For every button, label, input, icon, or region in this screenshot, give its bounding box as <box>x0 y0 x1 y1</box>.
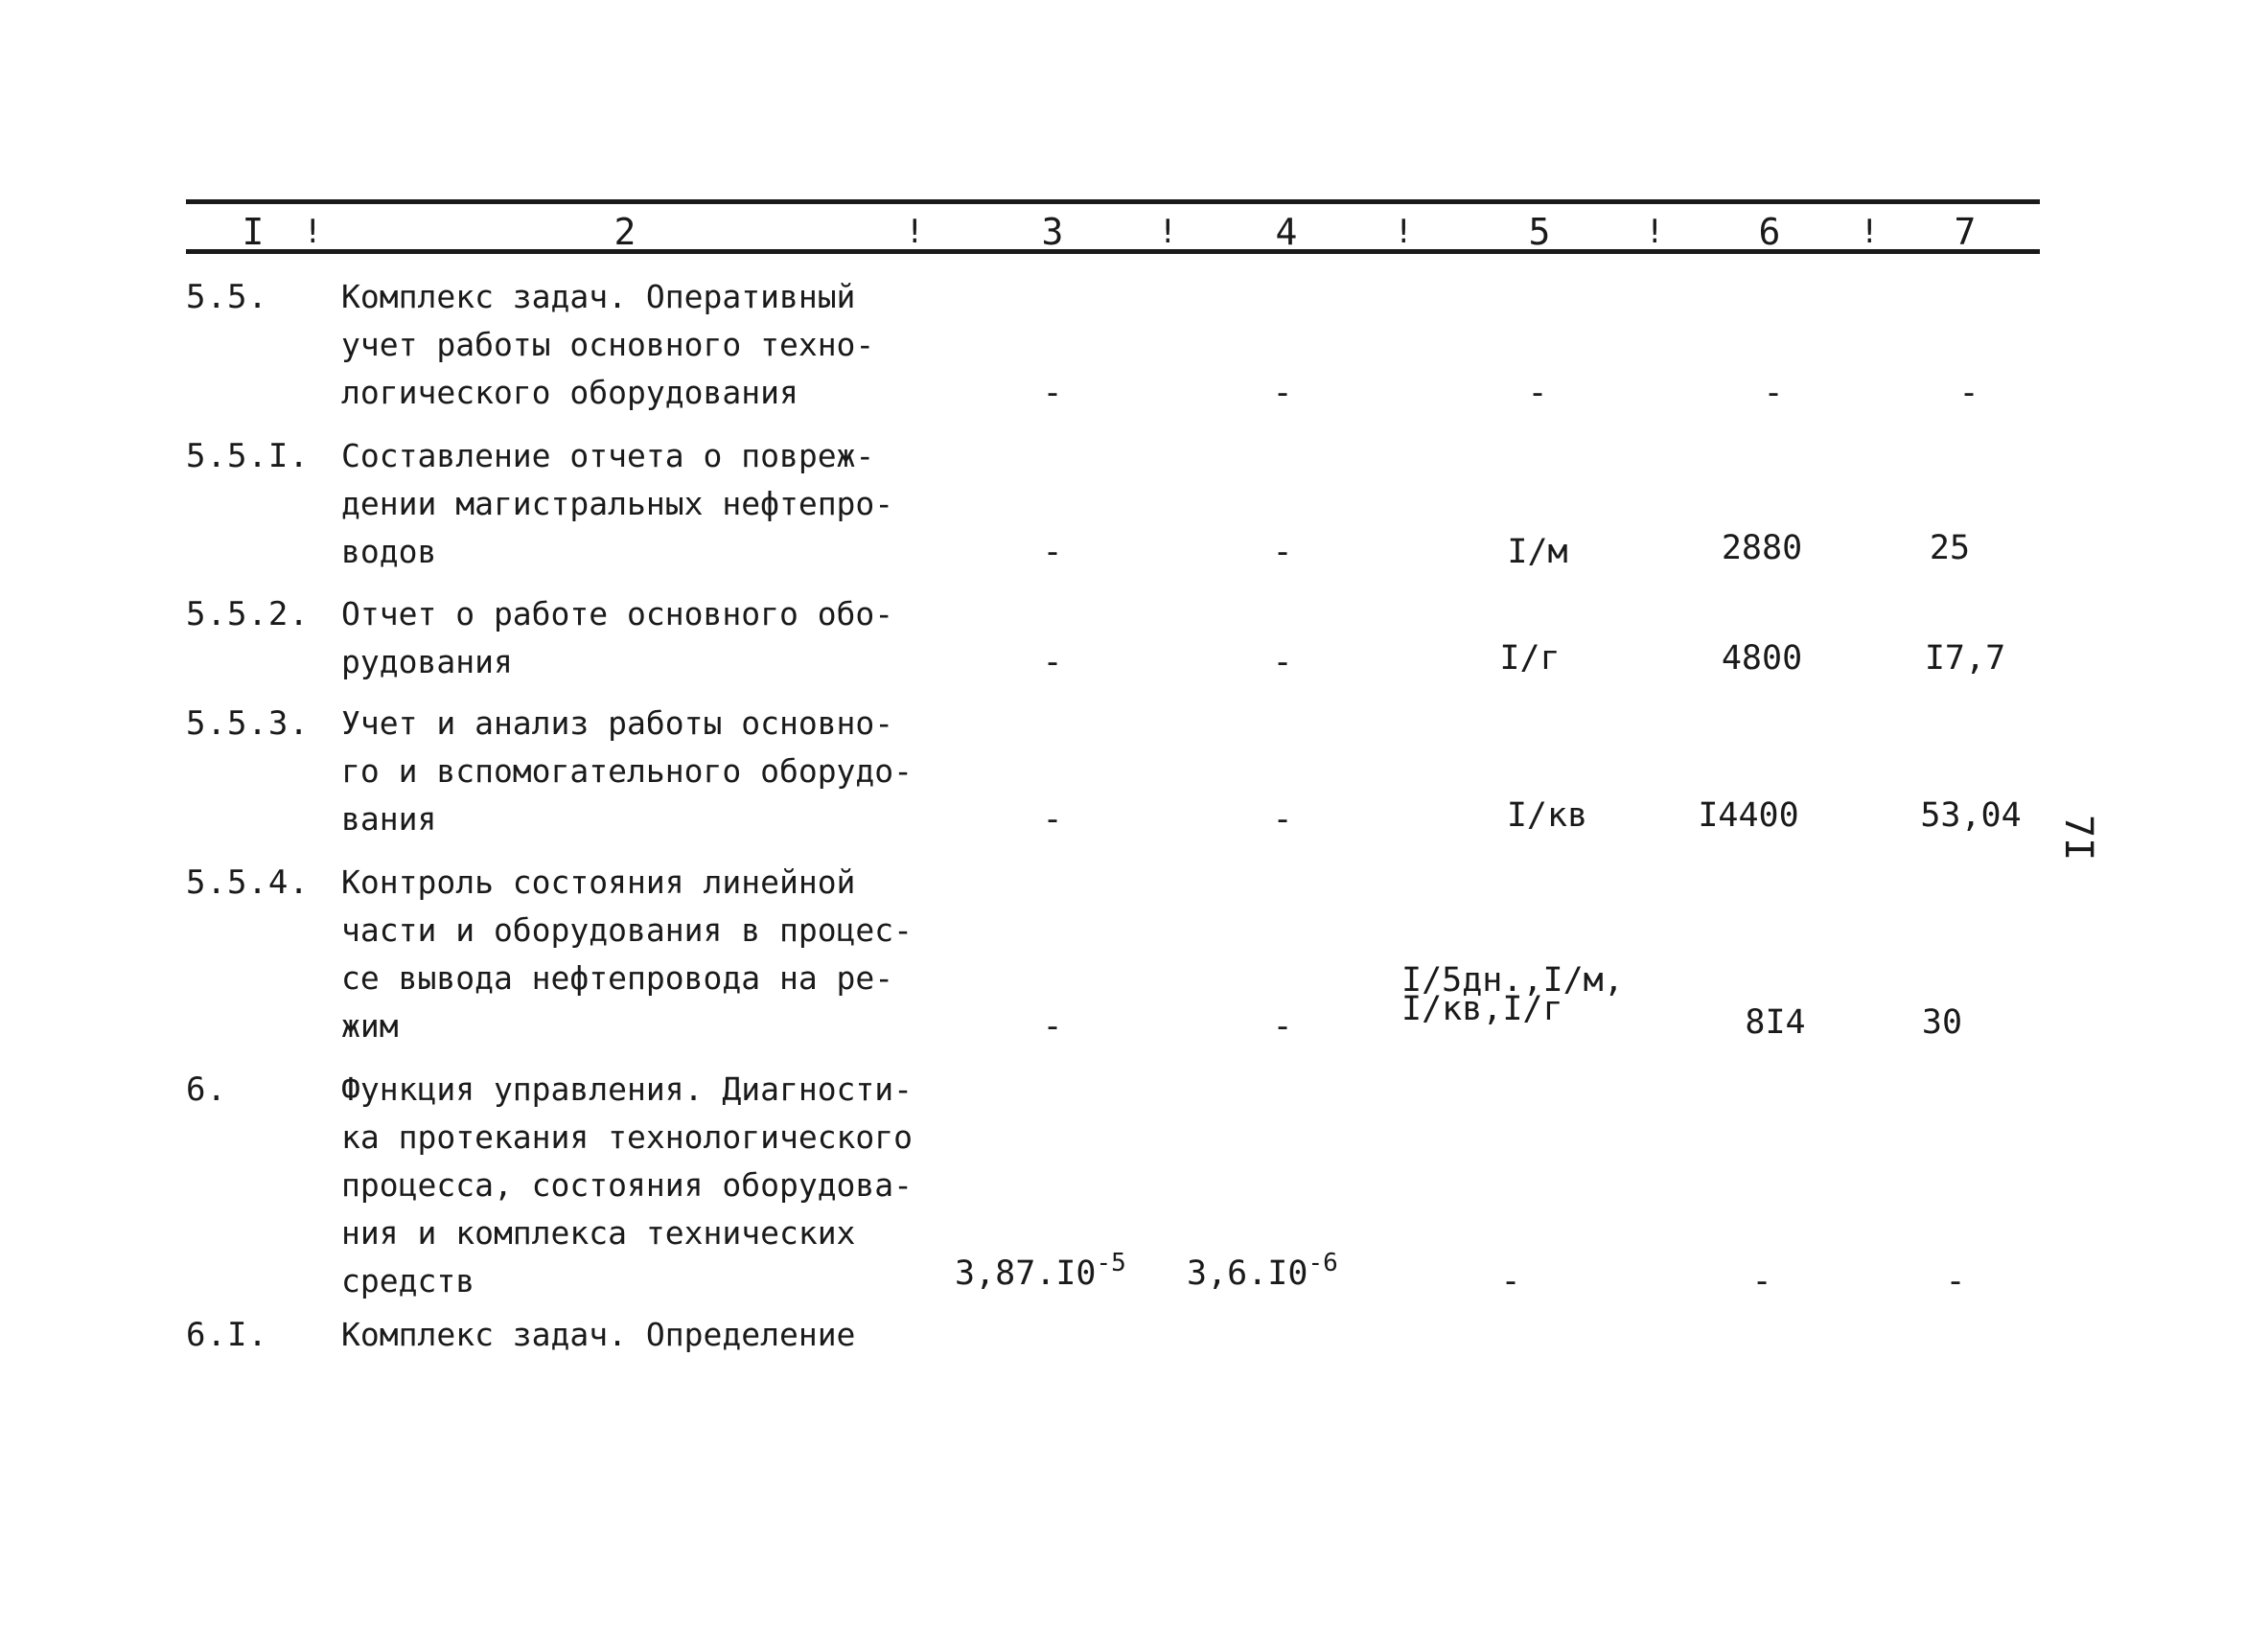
header-separator: ! <box>1394 213 1414 251</box>
row-number: 6.I. <box>186 1316 268 1354</box>
row-description <box>341 432 936 576</box>
cell-col-6: 8I4 <box>1745 1003 1806 1042</box>
row-number: 5.5.I. <box>186 437 310 475</box>
frequency-line: I/кв,I/г <box>1401 990 1563 1028</box>
description-line: водов <box>341 533 437 570</box>
description-line: Составление отчета о повреж- <box>341 437 875 474</box>
cell-col-5-multi <box>1401 961 1624 1028</box>
cell-col-7: 25 <box>1929 529 1971 567</box>
description-line: средств <box>341 1262 475 1300</box>
header-separator: ! <box>303 213 323 251</box>
row-description <box>341 1311 936 1359</box>
cell-col-5: - <box>1527 374 1548 412</box>
description-line: Функция управления. Диагности- <box>341 1070 914 1108</box>
value-base: 3,6.I0 <box>1187 1254 1308 1293</box>
description-line: рудования <box>341 643 513 680</box>
header-col-1: I <box>242 211 265 253</box>
row-number: 5.5. <box>186 278 268 316</box>
header-col-7: 7 <box>1954 211 1977 253</box>
value-exponent: -6 <box>1308 1249 1338 1277</box>
cell-col-6: 2880 <box>1721 529 1803 567</box>
frequency-line: I/5дн.,I/м, <box>1401 961 1624 1000</box>
description-line: Отчет о работе основного обо- <box>341 595 894 632</box>
cell-col-4: - <box>1272 1007 1293 1046</box>
cell-col-4: - <box>1272 643 1293 681</box>
description-line: Комплекс задач. Определение <box>341 1316 856 1353</box>
row-description <box>341 590 936 686</box>
description-line: Учет и анализ работы основно- <box>341 704 894 742</box>
cell-col-3 <box>955 1250 1126 1298</box>
cell-col-6: I4400 <box>1698 796 1799 835</box>
row-description <box>341 859 936 1050</box>
description-line: ка протекания технологического <box>341 1118 914 1156</box>
cell-col-6: - <box>1763 374 1784 412</box>
description-line: дении магистральных нефтепро- <box>341 485 894 522</box>
cell-col-4: - <box>1272 533 1293 571</box>
description-line: се вывода нефтепровода на ре- <box>341 959 894 997</box>
cell-col-5: - <box>1500 1262 1521 1300</box>
cell-col-5: I/г <box>1499 639 1561 678</box>
cell-col-6: - <box>1751 1262 1772 1300</box>
description-line: го и вспомогательного оборудо- <box>341 752 914 790</box>
header-col-3: 3 <box>1041 211 1064 253</box>
value-base: 3,87.I0 <box>955 1254 1097 1293</box>
description-line: жим <box>341 1007 399 1045</box>
row-description <box>341 273 936 417</box>
table-top-rule <box>186 199 2040 204</box>
header-separator: ! <box>1860 213 1880 251</box>
cell-col-4: - <box>1272 800 1293 839</box>
cell-col-6: 4800 <box>1721 639 1803 678</box>
cell-col-3: - <box>1042 643 1063 681</box>
row-description <box>341 1066 936 1305</box>
header-col-2: 2 <box>613 211 636 253</box>
cell-col-3: - <box>1042 533 1063 571</box>
description-line: логического оборудования <box>341 374 798 411</box>
description-line: ния и комплекса технических <box>341 1214 856 1252</box>
description-line: учет работы основного техно- <box>341 326 875 363</box>
cell-col-5: I/кв <box>1506 796 1588 835</box>
cell-col-7: I7,7 <box>1924 639 2006 678</box>
description-line: процесса, состояния оборудова- <box>341 1166 914 1204</box>
cell-col-7: 30 <box>1921 1003 1963 1042</box>
cell-col-7: - <box>1958 374 1979 412</box>
header-col-4: 4 <box>1275 211 1298 253</box>
cell-col-3: - <box>1042 374 1063 412</box>
header-col-6: 6 <box>1758 211 1781 253</box>
cell-col-3: - <box>1042 800 1063 839</box>
value-exponent: -5 <box>1096 1249 1126 1277</box>
row-number: 6. <box>186 1070 227 1109</box>
cell-col-7: 53,04 <box>1920 796 2022 835</box>
page-number: 7I <box>2056 815 2100 862</box>
row-description <box>341 700 936 843</box>
header-separator: ! <box>1645 213 1665 251</box>
cell-col-4: - <box>1272 374 1293 412</box>
cell-col-4 <box>1187 1250 1338 1298</box>
header-col-5: 5 <box>1528 211 1551 253</box>
row-number: 5.5.4. <box>186 863 310 902</box>
cell-col-5: I/м <box>1507 533 1568 571</box>
description-line: части и оборудования в процес- <box>341 911 914 949</box>
description-line: Комплекс задач. Оперативный <box>341 278 856 315</box>
description-line: Контроль состояния линейной <box>341 863 856 901</box>
header-separator: ! <box>905 213 925 251</box>
cell-col-3: - <box>1042 1007 1063 1046</box>
row-number: 5.5.3. <box>186 704 310 743</box>
cell-col-7: - <box>1945 1262 1966 1300</box>
header-separator: ! <box>1158 213 1178 251</box>
description-line: вания <box>341 800 437 838</box>
row-number: 5.5.2. <box>186 595 310 633</box>
